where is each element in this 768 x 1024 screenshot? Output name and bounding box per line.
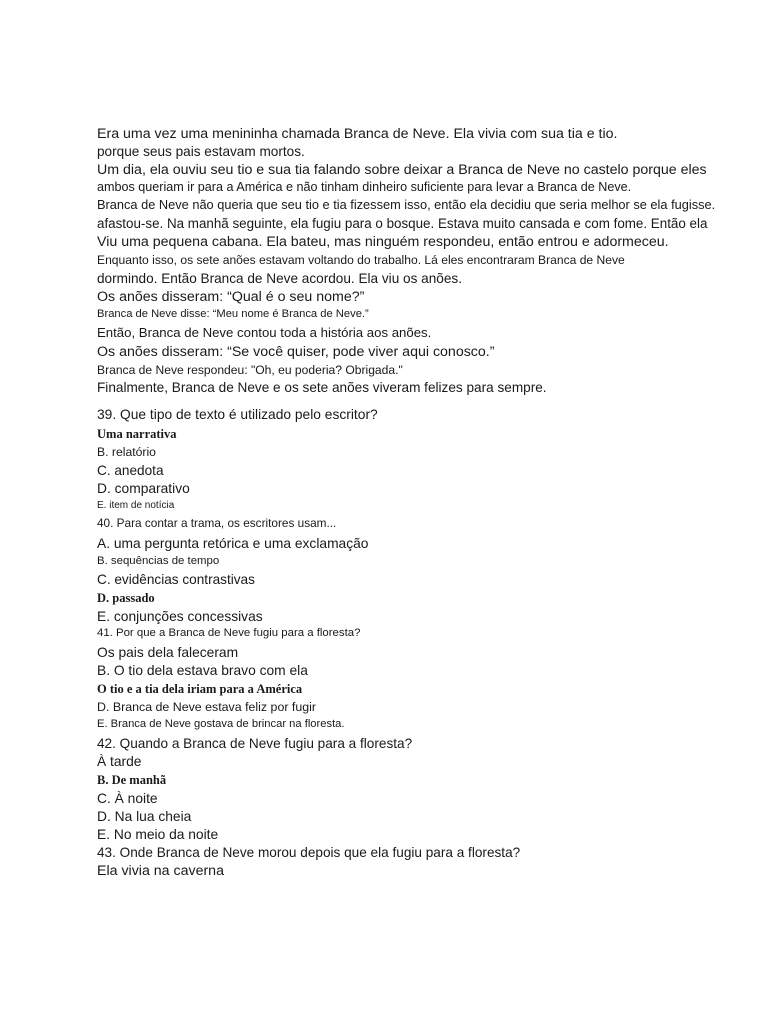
story-line: Branca de Neve não queria que seu tio e tia fizessem isso, então ela decidiu que seria melhor se ela fugisse. xyxy=(97,197,716,212)
story-line: Viu uma pequena cabana. Ela bateu, mas ninguém respondeu, então entrou e adormeceu. xyxy=(97,234,669,250)
story-line: dormindo. Então Branca de Neve acordou. Ela viu os anões. xyxy=(97,271,462,286)
question-43: 43. Onde Branca de Neve morou depois que ela fugiu para a floresta? xyxy=(97,845,521,860)
story-line: Branca de Neve disse: “Meu nome é Branca de Neve.” xyxy=(97,308,369,320)
answer-option: E. No meio da noite xyxy=(97,827,219,842)
story-line: Era uma vez uma menininha chamada Branca de Neve. Ela vivia com sua tia e tio. xyxy=(97,126,618,142)
story-line: Branca de Neve respondeu: "Oh, eu poderia? Obrigada." xyxy=(97,363,403,377)
answer-option: B. sequências de tempo xyxy=(97,555,220,567)
answer-option: E. Branca de Neve gostava de brincar na floresta. xyxy=(97,718,345,730)
answer-option-selected: D. passado xyxy=(97,591,155,605)
story-line: ambos queriam ir para a América e não tinham dinheiro suficiente para levar a Branca de Neve. xyxy=(97,180,632,194)
story-line: afastou-se. Na manhã seguinte, ela fugiu para o bosque. Estava muito cansada e com fome. Então ela xyxy=(97,216,708,231)
question-40: 40. Para contar a trama, os escritores usam... xyxy=(97,516,337,530)
answer-option: D. Na lua cheia xyxy=(97,809,192,824)
story-line: Os anões disseram: “Se você quiser, pode viver aqui conosco.” xyxy=(97,344,495,360)
answer-option-selected: O tio e a tia dela iriam para a América xyxy=(97,682,303,696)
answer-option: Os pais dela faleceram xyxy=(97,645,239,660)
answer-option: A. uma pergunta retórica e uma exclamação xyxy=(97,536,369,551)
answer-option: D. Branca de Neve estava feliz por fugir xyxy=(97,700,317,714)
answer-option: C. anedota xyxy=(97,463,164,478)
story-line: Um dia, ela ouviu seu tio e sua tia falando sobre deixar a Branca de Neve no castelo porque eles xyxy=(97,162,707,178)
question-41: 41. Por que a Branca de Neve fugiu para a floresta? xyxy=(97,627,361,639)
question-39: 39. Que tipo de texto é utilizado pelo escritor? xyxy=(97,407,378,422)
answer-option: C. À noite xyxy=(97,791,158,806)
answer-option: C. evidências contrastivas xyxy=(97,572,255,587)
answer-option: Ela vivia na caverna xyxy=(97,863,224,879)
story-line: Enquanto isso, os sete anões estavam voltando do trabalho. Lá eles encontraram Branca de Neve xyxy=(97,253,625,267)
answer-option: B. relatório xyxy=(97,445,156,459)
answer-option: D. comparativo xyxy=(97,481,190,496)
answer-option-selected: Uma narrativa xyxy=(97,427,177,441)
answer-option: E. conjunções concessivas xyxy=(97,609,263,624)
story-line: Os anões disseram: “Qual é o seu nome?” xyxy=(97,289,365,305)
story-line: Finalmente, Branca de Neve e os sete anões viveram felizes para sempre. xyxy=(97,380,547,395)
answer-option-selected: B. De manhã xyxy=(97,773,167,787)
story-line: porque seus pais estavam mortos. xyxy=(97,144,305,159)
story-line: Então, Branca de Neve contou toda a história aos anões. xyxy=(97,325,432,340)
answer-option: E. item de notícia xyxy=(97,500,175,511)
question-42: 42. Quando a Branca de Neve fugiu para a floresta? xyxy=(97,736,413,751)
answer-option: À tarde xyxy=(97,754,142,769)
answer-option: B. O tio dela estava bravo com ela xyxy=(97,663,308,678)
